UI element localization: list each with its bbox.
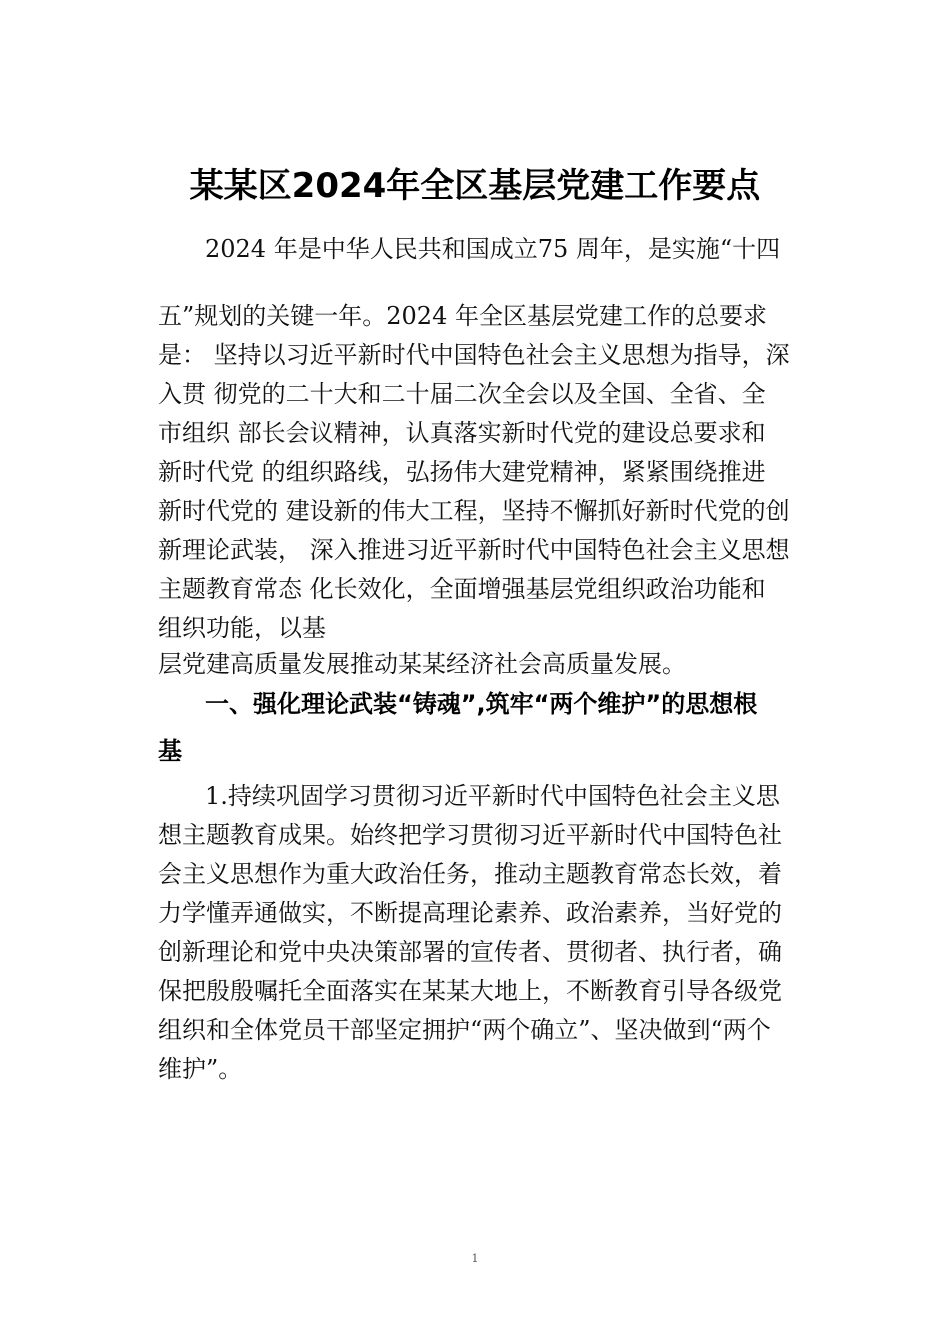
item-line: 保把殷殷嘱托全面落实在某某大地上，不断教育引导各级党 <box>158 977 782 1005</box>
item-line: 创新理论和党中央决策部署的宣传者、贯彻者、执行者，确 <box>158 938 782 966</box>
intro-line: 新理论武装， 深入推进习近平新时代中国特色社会主义思想 <box>158 536 790 564</box>
intro-line: 层党建高质量发展推动某某经济社会高质量发展。 <box>158 650 686 678</box>
intro-line: 主题教育常态 化长效化，全面增强基层党组织政治功能和 <box>158 575 766 603</box>
intro-line: 2024 年是中华人民共和国成立75 周年，是实施“十四 <box>205 235 781 263</box>
intro-line: 新时代党 的组织路线，弘扬伟大建党精神，紧紧围绕推进 <box>158 458 766 486</box>
item-line: 会主义思想作为重大政治任务，推动主题教育常态长效，着 <box>158 860 782 888</box>
item-line: 1.持续巩固学习贯彻习近平新时代中国特色社会主义思 <box>205 782 780 810</box>
item-line: 想主题教育成果。始终把学习贯彻习近平新时代中国特色社 <box>158 821 782 849</box>
intro-line: 市组织 部长会议精神，认真落实新时代党的建设总要求和 <box>158 419 766 447</box>
page-number: 1 <box>471 1252 479 1265</box>
intro-line: 新时代党的 建设新的伟大工程，坚持不懈抓好新时代党的创 <box>158 497 790 525</box>
item-line: 力学懂弄通做实，不断提高理论素养、政治素养，当好党的 <box>158 899 782 927</box>
section-heading: 一、强化理论武装“铸魂”,筑牢“两个维护”的思想根 <box>205 690 758 718</box>
document-title: 某某区2024年全区基层党建工作要点 <box>189 166 761 206</box>
intro-line: 组织功能，以基 <box>158 614 326 642</box>
section-heading: 基 <box>158 737 182 765</box>
item-line: 维护”。 <box>158 1055 243 1083</box>
intro-line: 是： 坚持以习近平新时代中国特色社会主义思想为指导，深 <box>158 341 790 369</box>
intro-line: 入贯 彻党的二十大和二十届二次全会以及全国、全省、全 <box>158 380 766 408</box>
intro-line: 五”规划的关键一年。2024 年全区基层党建工作的总要求 <box>158 302 767 330</box>
item-line: 组织和全体党员干部坚定拥护“两个确立”、坚决做到“两个 <box>158 1016 771 1044</box>
